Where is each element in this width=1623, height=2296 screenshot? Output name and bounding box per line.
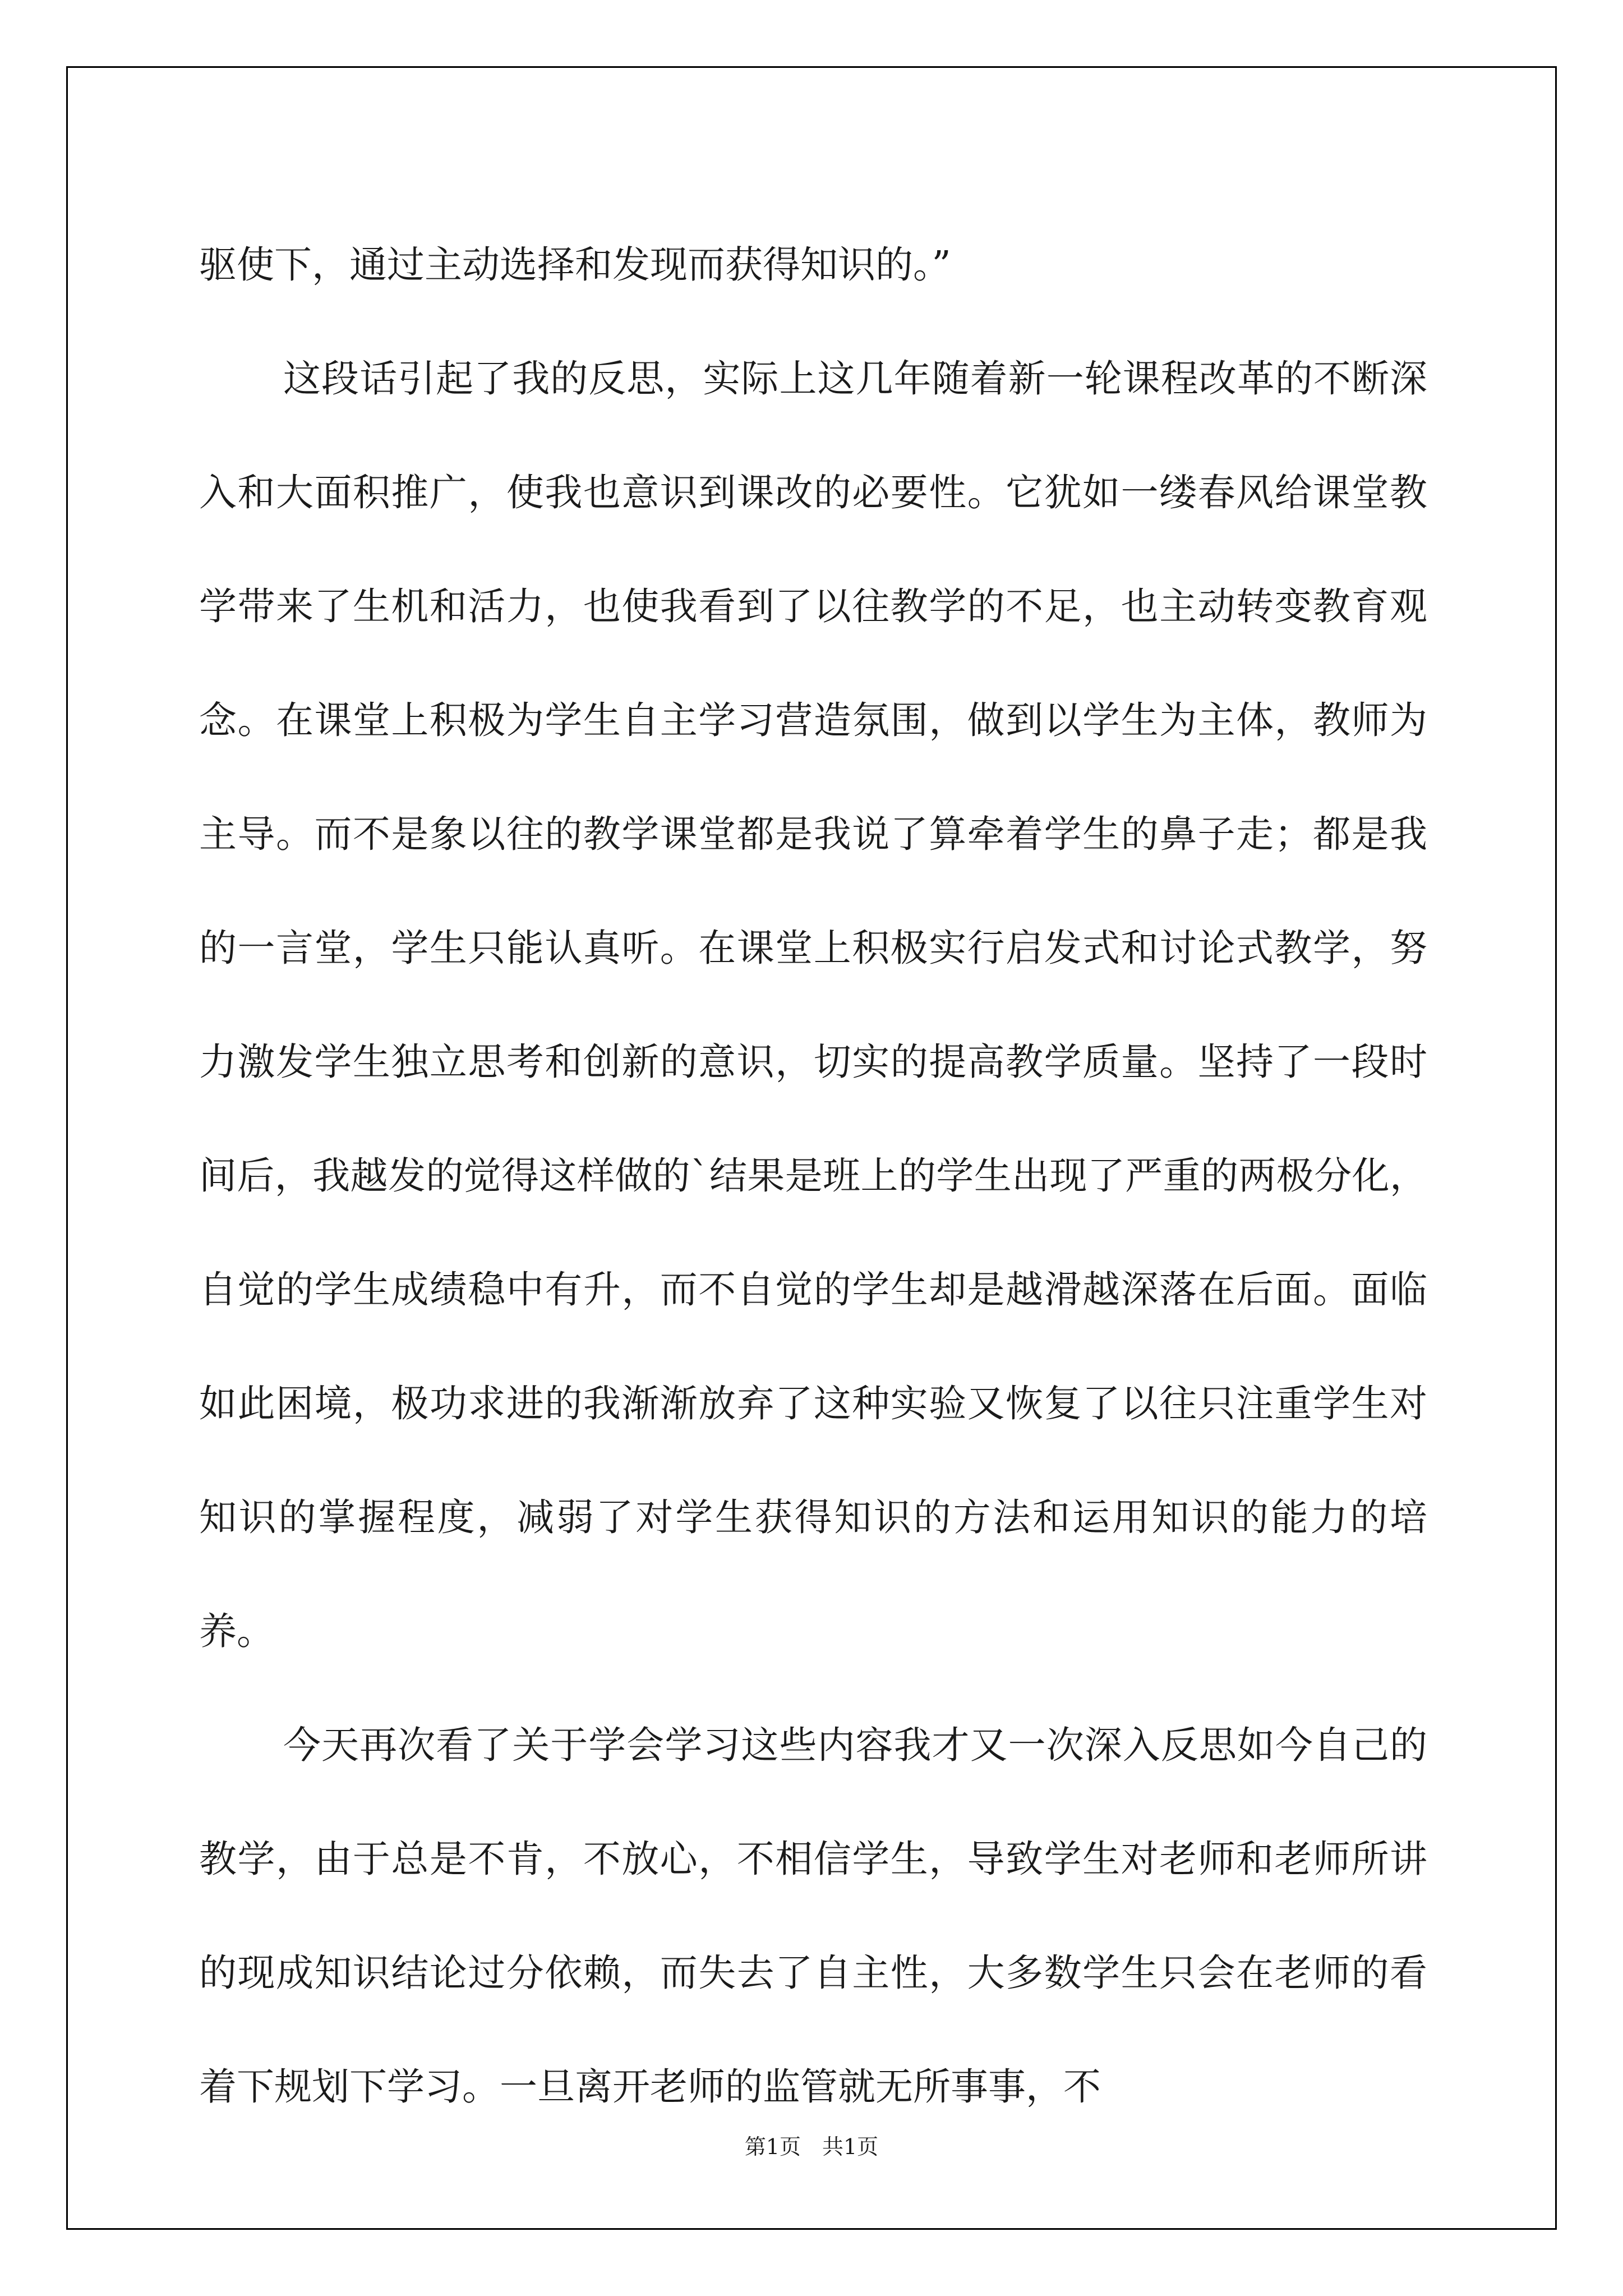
paragraph-2: 这段话引起了我的反思，实际上这几年随着新一轮课程改革的不断深入和大面积推广，使我也意识到课改的必要性。它犹如一缕春风给课堂教学带来了生机和活力，也使我看到了以往教学的不足，也主动转变教育观念。在课堂上积极为学生自主学习营造氛围，做到以学生为主体，教师为主导。而不是象以往的教学课堂都是我说了算牵着学生的鼻子走；都是我的一言堂，学生只能认真听。在课堂上积极实行启发式和讨论式教学，努力激发学生独立思考和创新的意识，切实的提高教学质量。坚持了一段时间后，我越发的觉得这样做的`结果是班上的学生出现了严重的两极分化，自觉的学生成绩稳中有升，而不自觉的学生却是越滑越深落在后面。面临如此困境，极功求进的我渐渐放弃了这种实验又恢复了以往只注重学生对知识的掌握程度，减弱了对学生获得知识的方法和运用知识的能力的培养。 [199,357,1427,1653]
paragraph-3: 今天再次看了关于学会学习这些内容我才又一次深入反思如今自己的教学，由于总是不肯，不放心，不相信学生，导致学生对老师和老师所讲的现成知识结论过分依赖，而失去了自主性，大多数学生只会在老师的看着下规划下学习。一旦离开老师的监管就无所事事，不 [199,1723,1427,2109]
document-body [199,208,1427,2144]
page-footer: 第1页 共1页 [744,2134,879,2159]
paragraph-1: 驱使下，通过主动选择和发现而获得知识的。” [199,243,951,287]
